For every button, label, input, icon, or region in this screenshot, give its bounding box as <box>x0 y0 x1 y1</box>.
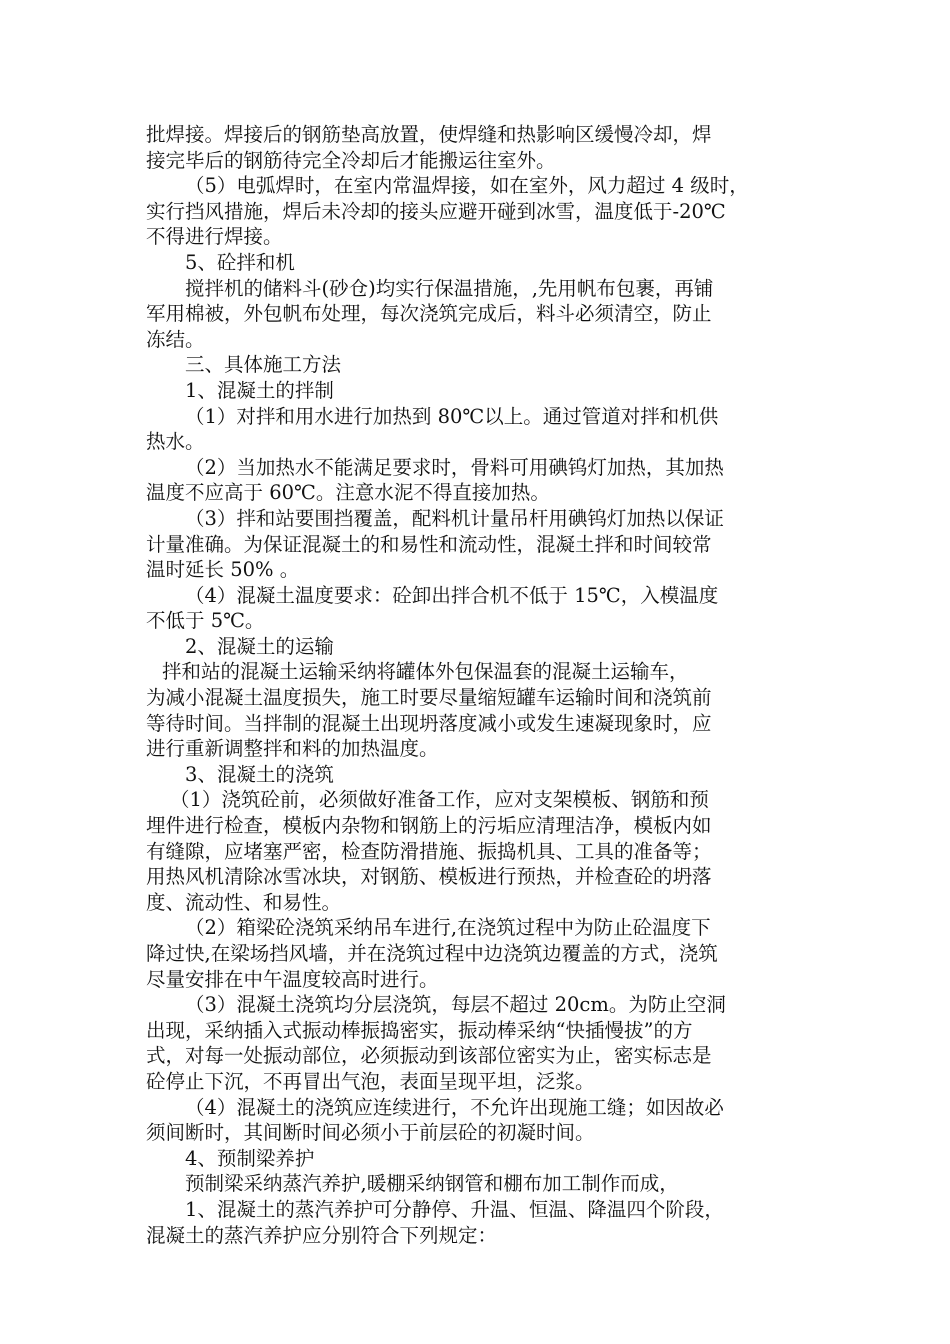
text-line: 为减小混凝土温度损失，施工时要尽量缩短罐车运输时间和浇筑前 <box>146 686 712 710</box>
text-line: 尽量安排在中午温度较高时进行。 <box>146 967 439 991</box>
text-line: 等待时间。当拌制的混凝土出现坍落度减小或发生速凝现象时，应 <box>146 711 712 735</box>
text-line: （4）混凝土的浇筑应连续进行，不允许出现施工缝；如因故必 <box>185 1095 724 1119</box>
text-line: 温度不应高于 60℃。注意水泥不得直接加热。 <box>146 481 550 505</box>
text-line: 预制梁采纳蒸汽养护,暖棚采纳钢管和棚布加工制作而成， <box>185 1172 679 1196</box>
text-line: 不低于 5℃。 <box>146 609 265 633</box>
text-line: 1、混凝土的蒸汽养护可分静停、升温、恒温、降温四个阶段， <box>185 1197 724 1221</box>
text-line: 度、流动性、和易性。 <box>146 890 342 914</box>
text-line: 热水。 <box>146 430 205 454</box>
text-line: 不得进行焊接。 <box>146 225 283 249</box>
section-heading: 5、砼拌和机 <box>185 250 295 274</box>
text-line: 实行挡风措施，焊后未冷却的接头应避开碰到冰雪，温度低于-20℃ <box>146 199 726 223</box>
text-line: 计量准确。为保证混凝土的和易性和流动性，混凝土拌和时间较常 <box>146 532 712 556</box>
text-line: 降过快,在梁场挡风墙，并在浇筑过程中边浇筑边覆盖的方式，浇筑 <box>146 942 718 965</box>
text-line: 搅拌机的储料斗(砂仓)均实行保温措施，,先用帆布包裹，再铺 <box>185 276 714 300</box>
text-line: （4）混凝土温度要求：砼卸出拌合机不低于 15℃，入模温度 <box>185 583 719 607</box>
document-body <box>146 122 806 1248</box>
text-line: （1）浇筑砼前，必须做好准备工作，应对支架模板、钢筋和预 <box>170 788 709 812</box>
text-line: （5）电弧焊时，在室内常温焊接，如在室外，风力超过 4 级时， <box>185 174 749 198</box>
text-line: 用热风机清除冰雪冰块，对钢筋、模板进行预热，并检查砼的坍落 <box>146 865 712 889</box>
text-line: 砼停止下沉，不再冒出气泡，表面呈现平坦，泛浆。 <box>146 1069 595 1093</box>
text-line: 拌和站的混凝土运输采纳将罐体外包保温套的混凝土运输车， <box>162 660 689 684</box>
section-heading: 1、混凝土的拌制 <box>185 378 334 402</box>
section-heading: 4、预制梁养护 <box>185 1146 315 1170</box>
text-line: （1）对拌和用水进行加热到 80℃以上。通过管道对拌和机供 <box>185 404 719 428</box>
section-heading: 2、混凝土的运输 <box>185 634 334 658</box>
text-line: 温时延长 50% 。 <box>146 558 300 582</box>
text-line: 进行重新调整拌和料的加热温度。 <box>146 737 439 761</box>
text-line: 冻结。 <box>146 327 205 351</box>
text-line: 接完毕后的钢筋待完全冷却后才能搬运往室外。 <box>146 148 556 172</box>
text-line: （2）箱梁砼浇筑采纳吊车进行,在浇筑过程中为防止砼温度下 <box>185 916 711 940</box>
text-line: （3）混凝土浇筑均分层浇筑，每层不超过 20cm。为防止空洞 <box>185 993 726 1017</box>
section-heading: 三、具体施工方法 <box>185 353 342 377</box>
text-line: 埋件进行检查，模板内杂物和钢筋上的污垢应清理洁净，模板内如 <box>146 814 712 838</box>
text-line: 须间断时，其间断时间必须小于前层砼的初凝时间。 <box>146 1121 595 1145</box>
text-line: 军用棉被，外包帆布处理，每次浇筑完成后，料斗必须清空，防止 <box>146 302 712 326</box>
text-line: 批焊接。焊接后的钢筋垫高放置，使焊缝和热影响区缓慢冷却，焊 <box>146 123 712 146</box>
text-line: 出现，采纳插入式振动棒振捣密实，振动棒采纳“快插慢拔”的方 <box>146 1018 693 1042</box>
text-line: （3）拌和站要围挡覆盖，配料机计量吊杆用碘钨灯加热以保证 <box>185 506 724 530</box>
text-line: 混凝土的蒸汽养护应分别符合下列规定： <box>146 1223 498 1247</box>
section-heading: 3、混凝土的浇筑 <box>185 762 334 786</box>
text-line: 有缝隙，应堵塞严密，检查防滑措施、振捣机具、工具的准备等； <box>146 839 712 863</box>
text-line: 式，对每一处振动部位，必须振动到该部位密实为止，密实标志是 <box>146 1044 712 1068</box>
text-line: （2）当加热水不能满足要求时，骨料可用碘钨灯加热，其加热 <box>185 455 724 479</box>
